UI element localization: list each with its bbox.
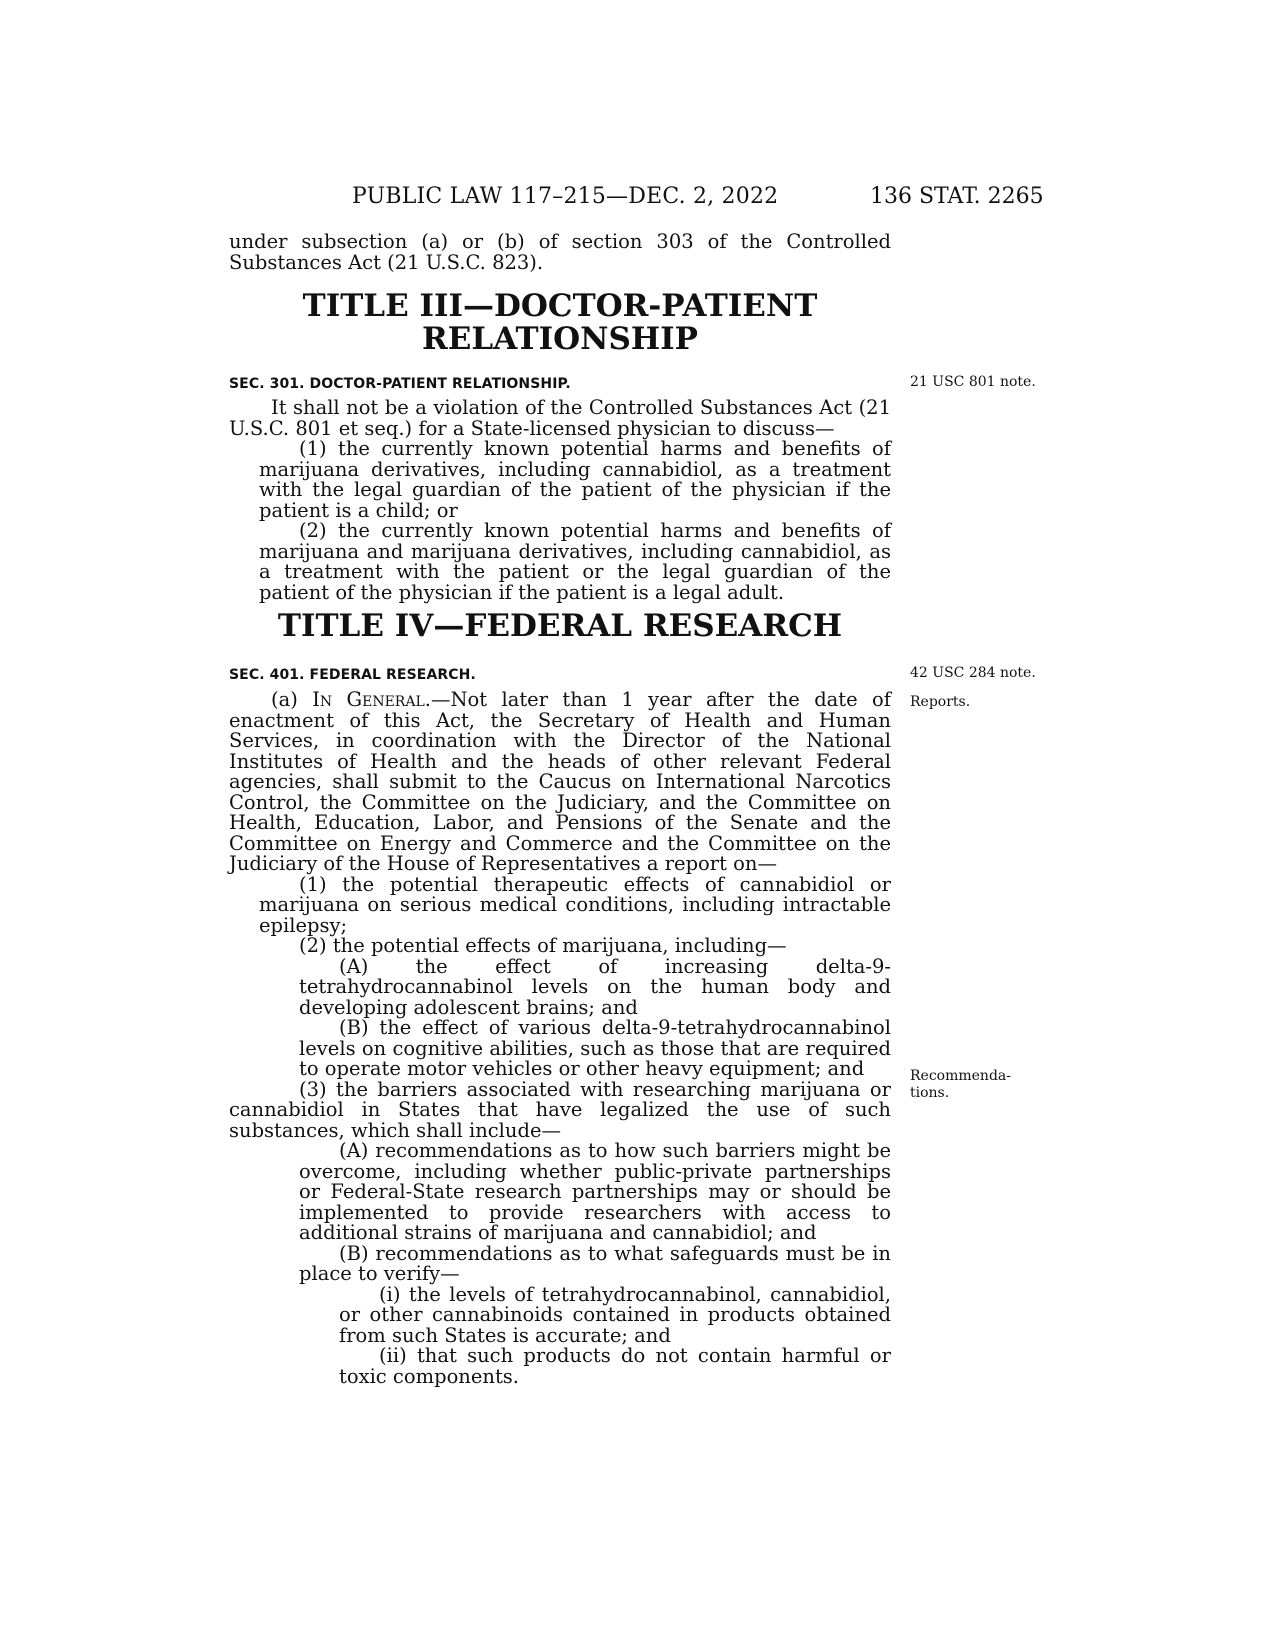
intro-block: [229, 232, 891, 273]
paragraph-3-a: (A) recommendations as to how such barriers might be overcome, including whether public-private partnerships or Federal-State research partnerships may or should be implemented to provide researchers with access to additional strains of marijuana and cannabidiol; and: [299, 1139, 891, 1244]
paragraph-2-b: (B) the effect of various delta-9-tetrahydrocannabinol levels on cognitive abilities, such as those that are required to operate motor vehicles or other heavy equipment; and: [299, 1016, 891, 1080]
sec-301-body: [229, 398, 891, 603]
sec-301-heading-row: [229, 374, 891, 395]
title-iii-heading: [229, 290, 891, 356]
sec-301-heading: SEC. 301. DOCTOR-PATIENT RELATIONSHIP.: [229, 376, 571, 392]
paragraph-2: (2) the potential effects of marijuana, including—: [299, 934, 787, 957]
paragraph-3-b-i: (i) the levels of tetrahydrocannabinol, cannabidiol, or other cannabinoids contained in products obtained from such States is accurate; and: [339, 1282, 891, 1347]
subsection-a-text: .—Not later than 1 year after the date of enactment of this Act, the Secretary of Health and Human Services, in coordination with the Director of the National Institutes of Health and the heads of other relevant Federal agencies, shall submit to the Caucus on International Narcotics Control, the Committee on the Judiciary, and the Committee on Health, Education, Labor, and Pensions of the Senate and the Committee on Energy and Commerce and the Committee on the Judiciary of the House of Representatives a report on—: [229, 688, 891, 875]
sec-401-subsection-a: [229, 690, 891, 875]
margin-note-recommendations-line1: Recommenda-: [910, 1068, 1011, 1084]
subsection-a-label: (a): [271, 688, 313, 711]
title-iv-heading: [229, 610, 891, 643]
paragraph-3-b: (B) recommendations as to what safeguards must be in place to verify—: [299, 1241, 891, 1285]
sec-301-item-1: (1) the currently known potential harms and benefits of marijuana derivatives, including cannabidiol, as a treatment with the legal guardian of the patient of the physician if the patient is a child; or: [259, 437, 891, 522]
title-iii-line1: TITLE III—DOCTOR-PATIENT: [302, 288, 818, 324]
stat-page-number: 136 STAT. 2265: [870, 184, 1044, 209]
law-citation: PUBLIC LAW 117–215—DEC. 2, 2022: [352, 184, 779, 209]
subsection-a-heading: In General: [312, 688, 425, 711]
margin-note-recommendations: [910, 1068, 1011, 1102]
margin-note-reports: Reports.: [910, 694, 971, 710]
sec-401-body: [229, 690, 891, 1387]
title-iii-line2: RELATIONSHIP: [422, 321, 698, 357]
sec-401-heading: SEC. 401. FEDERAL RESEARCH.: [229, 667, 476, 683]
margin-note-recommendations-line2: tions.: [910, 1085, 950, 1101]
paragraph-2-a: (A) the effect of increasing delta-9-tetrahydrocannabinol levels on the human body and developing adolescent brains; and: [299, 954, 891, 1019]
paragraph-3-b-ii: (ii) that such products do not contain harmful or toxic components.: [339, 1344, 891, 1388]
margin-note-42-usc-284: 42 USC 284 note.: [910, 665, 1036, 681]
sec-301-item-2: (2) the currently known potential harms and benefits of marijuana and marijuana derivatives, including cannabidiol, as a treatment with the patient or the legal guardian of the patient of the physician if the patient is a legal adult.: [259, 519, 891, 604]
margin-note-21-usc-801: 21 USC 801 note.: [910, 374, 1036, 390]
intro-paragraph: under subsection (a) or (b) of section 303 of the Controlled Substances Act (21 U.S.C. 823).: [229, 230, 891, 274]
title-iv-title: TITLE IV—FEDERAL RESEARCH: [277, 608, 843, 644]
sec-301-lead: It shall not be a violation of the Controlled Substances Act (21 U.S.C. 801 et seq.) for a State-licensed physician to discuss—: [229, 396, 891, 440]
paragraph-1: (1) the potential therapeutic effects of cannabidiol or marijuana on serious medical conditions, including intractable epilepsy;: [259, 872, 891, 937]
paragraph-3: (3) the barriers associated with researching marijuana or cannabidiol in States that have legalized the use of such substances, which shall include—: [229, 1077, 891, 1142]
running-head: [0, 184, 1275, 224]
sec-401-heading-row: [229, 665, 891, 686]
